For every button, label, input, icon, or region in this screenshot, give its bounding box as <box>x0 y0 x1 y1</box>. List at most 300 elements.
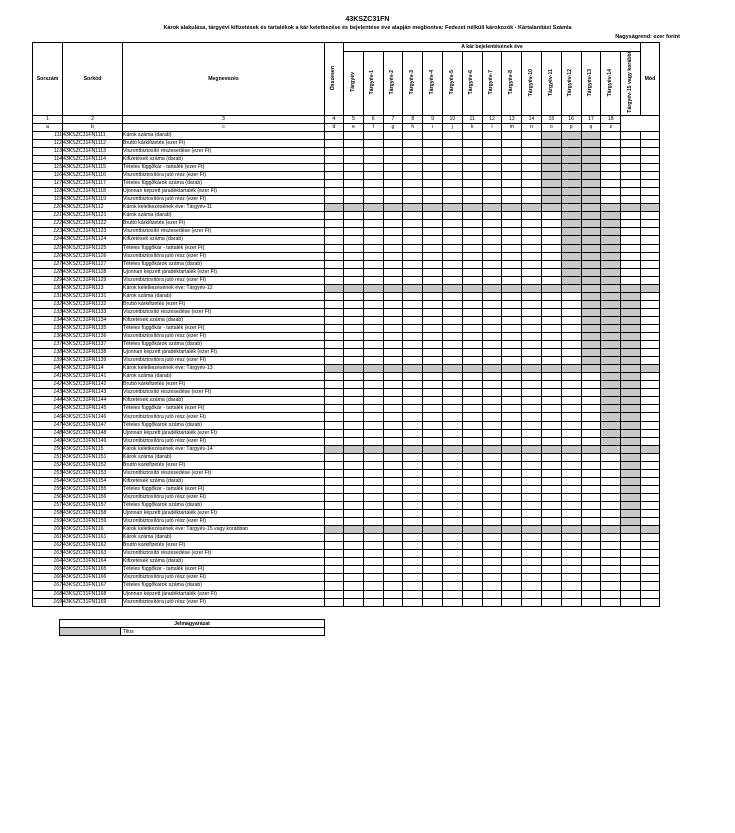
data-cell[interactable] <box>640 493 659 501</box>
data-cell[interactable] <box>344 518 364 526</box>
data-cell[interactable] <box>403 292 423 300</box>
data-cell[interactable] <box>640 510 659 518</box>
data-cell[interactable] <box>482 131 502 139</box>
data-cell[interactable] <box>403 228 423 236</box>
data-cell[interactable] <box>462 276 482 284</box>
data-cell[interactable] <box>403 252 423 260</box>
data-cell[interactable] <box>522 477 542 485</box>
data-cell[interactable] <box>344 220 364 228</box>
data-cell[interactable] <box>621 172 641 180</box>
data-cell[interactable] <box>325 139 344 147</box>
data-cell[interactable] <box>561 590 581 598</box>
data-cell[interactable] <box>344 413 364 421</box>
data-cell[interactable] <box>363 324 383 332</box>
data-cell[interactable] <box>442 220 462 228</box>
data-cell[interactable] <box>482 566 502 574</box>
data-cell[interactable] <box>383 493 403 501</box>
data-cell[interactable] <box>640 566 659 574</box>
data-cell[interactable] <box>344 397 364 405</box>
data-cell[interactable] <box>601 550 621 558</box>
data-cell[interactable] <box>344 316 364 324</box>
data-cell[interactable] <box>581 534 601 542</box>
data-cell[interactable] <box>442 405 462 413</box>
data-cell[interactable] <box>325 598 344 606</box>
data-cell[interactable] <box>423 172 443 180</box>
data-cell[interactable] <box>522 397 542 405</box>
data-cell[interactable] <box>522 373 542 381</box>
data-cell[interactable] <box>561 437 581 445</box>
data-cell[interactable] <box>601 566 621 574</box>
data-cell[interactable] <box>442 316 462 324</box>
data-cell[interactable] <box>403 300 423 308</box>
data-cell[interactable] <box>541 590 561 598</box>
data-cell[interactable] <box>442 188 462 196</box>
data-cell[interactable] <box>462 453 482 461</box>
data-cell[interactable] <box>462 461 482 469</box>
data-cell[interactable] <box>601 518 621 526</box>
data-cell[interactable] <box>363 373 383 381</box>
data-cell[interactable] <box>403 566 423 574</box>
data-cell[interactable] <box>462 429 482 437</box>
data-cell[interactable] <box>640 550 659 558</box>
data-cell[interactable] <box>344 228 364 236</box>
data-cell[interactable] <box>462 502 482 510</box>
data-cell[interactable] <box>601 598 621 606</box>
data-cell[interactable] <box>581 421 601 429</box>
data-cell[interactable] <box>581 373 601 381</box>
data-cell[interactable] <box>581 453 601 461</box>
data-cell[interactable] <box>403 381 423 389</box>
data-cell[interactable] <box>344 373 364 381</box>
data-cell[interactable] <box>442 180 462 188</box>
data-cell[interactable] <box>363 437 383 445</box>
data-cell[interactable] <box>383 357 403 365</box>
data-cell[interactable] <box>601 582 621 590</box>
data-cell[interactable] <box>640 485 659 493</box>
data-cell[interactable] <box>482 429 502 437</box>
data-cell[interactable] <box>541 308 561 316</box>
data-cell[interactable] <box>442 389 462 397</box>
data-cell[interactable] <box>502 373 522 381</box>
data-cell[interactable] <box>344 268 364 276</box>
data-cell[interactable] <box>344 437 364 445</box>
data-cell[interactable] <box>423 268 443 276</box>
data-cell[interactable] <box>344 260 364 268</box>
data-cell[interactable] <box>621 139 641 147</box>
data-cell[interactable] <box>462 228 482 236</box>
data-cell[interactable] <box>502 590 522 598</box>
data-cell[interactable] <box>403 164 423 172</box>
data-cell[interactable] <box>403 558 423 566</box>
data-cell[interactable] <box>383 437 403 445</box>
data-cell[interactable] <box>522 421 542 429</box>
data-cell[interactable] <box>561 566 581 574</box>
data-cell[interactable] <box>363 308 383 316</box>
data-cell[interactable] <box>344 155 364 163</box>
data-cell[interactable] <box>462 598 482 606</box>
data-cell[interactable] <box>541 598 561 606</box>
data-cell[interactable] <box>325 373 344 381</box>
data-cell[interactable] <box>601 188 621 196</box>
data-cell[interactable] <box>325 421 344 429</box>
data-cell[interactable] <box>482 268 502 276</box>
data-cell[interactable] <box>522 308 542 316</box>
data-cell[interactable] <box>601 477 621 485</box>
data-cell[interactable] <box>383 260 403 268</box>
data-cell[interactable] <box>640 389 659 397</box>
data-cell[interactable] <box>363 566 383 574</box>
data-cell[interactable] <box>383 469 403 477</box>
data-cell[interactable] <box>363 268 383 276</box>
data-cell[interactable] <box>640 461 659 469</box>
data-cell[interactable] <box>482 276 502 284</box>
data-cell[interactable] <box>325 582 344 590</box>
data-cell[interactable] <box>581 502 601 510</box>
data-cell[interactable] <box>462 324 482 332</box>
data-cell[interactable] <box>383 574 403 582</box>
data-cell[interactable] <box>325 300 344 308</box>
data-cell[interactable] <box>363 357 383 365</box>
data-cell[interactable] <box>325 590 344 598</box>
data-cell[interactable] <box>423 212 443 220</box>
data-cell[interactable] <box>541 518 561 526</box>
data-cell[interactable] <box>383 413 403 421</box>
data-cell[interactable] <box>522 598 542 606</box>
data-cell[interactable] <box>383 598 403 606</box>
data-cell[interactable] <box>383 582 403 590</box>
data-cell[interactable] <box>344 453 364 461</box>
data-cell[interactable] <box>502 389 522 397</box>
data-cell[interactable] <box>561 300 581 308</box>
data-cell[interactable] <box>541 534 561 542</box>
data-cell[interactable] <box>325 333 344 341</box>
data-cell[interactable] <box>363 172 383 180</box>
data-cell[interactable] <box>363 405 383 413</box>
data-cell[interactable] <box>601 131 621 139</box>
data-cell[interactable] <box>383 389 403 397</box>
data-cell[interactable] <box>462 381 482 389</box>
data-cell[interactable] <box>403 469 423 477</box>
data-cell[interactable] <box>403 260 423 268</box>
data-cell[interactable] <box>601 164 621 172</box>
data-cell[interactable] <box>502 228 522 236</box>
data-cell[interactable] <box>640 534 659 542</box>
data-cell[interactable] <box>363 300 383 308</box>
data-cell[interactable] <box>640 228 659 236</box>
data-cell[interactable] <box>423 276 443 284</box>
data-cell[interactable] <box>403 477 423 485</box>
data-cell[interactable] <box>482 260 502 268</box>
data-cell[interactable] <box>325 172 344 180</box>
data-cell[interactable] <box>325 212 344 220</box>
data-cell[interactable] <box>423 188 443 196</box>
data-cell[interactable] <box>403 236 423 244</box>
data-cell[interactable] <box>502 421 522 429</box>
data-cell[interactable] <box>561 598 581 606</box>
data-cell[interactable] <box>344 405 364 413</box>
data-cell[interactable] <box>325 518 344 526</box>
data-cell[interactable] <box>383 188 403 196</box>
data-cell[interactable] <box>482 469 502 477</box>
data-cell[interactable] <box>482 574 502 582</box>
data-cell[interactable] <box>344 357 364 365</box>
data-cell[interactable] <box>442 550 462 558</box>
data-cell[interactable] <box>442 300 462 308</box>
data-cell[interactable] <box>601 180 621 188</box>
data-cell[interactable] <box>442 477 462 485</box>
data-cell[interactable] <box>462 477 482 485</box>
data-cell[interactable] <box>423 228 443 236</box>
data-cell[interactable] <box>561 324 581 332</box>
data-cell[interactable] <box>522 196 542 204</box>
data-cell[interactable] <box>462 155 482 163</box>
data-cell[interactable] <box>522 212 542 220</box>
data-cell[interactable] <box>325 236 344 244</box>
data-cell[interactable] <box>423 493 443 501</box>
data-cell[interactable] <box>462 172 482 180</box>
data-cell[interactable] <box>502 381 522 389</box>
data-cell[interactable] <box>482 147 502 155</box>
data-cell[interactable] <box>363 180 383 188</box>
data-cell[interactable] <box>621 574 641 582</box>
data-cell[interactable] <box>561 493 581 501</box>
data-cell[interactable] <box>403 510 423 518</box>
data-cell[interactable] <box>462 405 482 413</box>
data-cell[interactable] <box>344 236 364 244</box>
data-cell[interactable] <box>403 598 423 606</box>
data-cell[interactable] <box>325 566 344 574</box>
data-cell[interactable] <box>502 292 522 300</box>
data-cell[interactable] <box>640 357 659 365</box>
data-cell[interactable] <box>344 566 364 574</box>
data-cell[interactable] <box>522 550 542 558</box>
data-cell[interactable] <box>442 558 462 566</box>
data-cell[interactable] <box>640 220 659 228</box>
data-cell[interactable] <box>403 429 423 437</box>
data-cell[interactable] <box>482 485 502 493</box>
data-cell[interactable] <box>403 518 423 526</box>
data-cell[interactable] <box>482 164 502 172</box>
data-cell[interactable] <box>442 566 462 574</box>
data-cell[interactable] <box>462 510 482 518</box>
data-cell[interactable] <box>541 236 561 244</box>
data-cell[interactable] <box>344 582 364 590</box>
data-cell[interactable] <box>344 477 364 485</box>
data-cell[interactable] <box>541 316 561 324</box>
data-cell[interactable] <box>325 180 344 188</box>
data-cell[interactable] <box>462 558 482 566</box>
data-cell[interactable] <box>383 300 403 308</box>
data-cell[interactable] <box>442 381 462 389</box>
data-cell[interactable] <box>541 244 561 252</box>
data-cell[interactable] <box>621 260 641 268</box>
data-cell[interactable] <box>522 341 542 349</box>
data-cell[interactable] <box>482 558 502 566</box>
data-cell[interactable] <box>541 574 561 582</box>
data-cell[interactable] <box>581 397 601 405</box>
data-cell[interactable] <box>423 590 443 598</box>
data-cell[interactable] <box>423 357 443 365</box>
data-cell[interactable] <box>442 357 462 365</box>
data-cell[interactable] <box>403 590 423 598</box>
data-cell[interactable] <box>541 212 561 220</box>
data-cell[interactable] <box>621 244 641 252</box>
data-cell[interactable] <box>442 373 462 381</box>
data-cell[interactable] <box>423 252 443 260</box>
data-cell[interactable] <box>363 260 383 268</box>
data-cell[interactable] <box>482 518 502 526</box>
data-cell[interactable] <box>640 421 659 429</box>
data-cell[interactable] <box>363 139 383 147</box>
data-cell[interactable] <box>522 300 542 308</box>
data-cell[interactable] <box>403 172 423 180</box>
data-cell[interactable] <box>423 413 443 421</box>
data-cell[interactable] <box>462 566 482 574</box>
data-cell[interactable] <box>363 590 383 598</box>
data-cell[interactable] <box>621 268 641 276</box>
data-cell[interactable] <box>462 413 482 421</box>
data-cell[interactable] <box>383 308 403 316</box>
data-cell[interactable] <box>403 268 423 276</box>
data-cell[interactable] <box>403 220 423 228</box>
data-cell[interactable] <box>640 300 659 308</box>
data-cell[interactable] <box>442 276 462 284</box>
data-cell[interactable] <box>482 389 502 397</box>
data-cell[interactable] <box>462 582 482 590</box>
data-cell[interactable] <box>462 341 482 349</box>
data-cell[interactable] <box>640 260 659 268</box>
data-cell[interactable] <box>502 574 522 582</box>
data-cell[interactable] <box>561 389 581 397</box>
data-cell[interactable] <box>502 510 522 518</box>
data-cell[interactable] <box>423 469 443 477</box>
data-cell[interactable] <box>344 542 364 550</box>
data-cell[interactable] <box>423 534 443 542</box>
data-cell[interactable] <box>423 349 443 357</box>
data-cell[interactable] <box>502 493 522 501</box>
data-cell[interactable] <box>403 453 423 461</box>
data-cell[interactable] <box>462 357 482 365</box>
data-cell[interactable] <box>383 477 403 485</box>
data-cell[interactable] <box>442 421 462 429</box>
data-cell[interactable] <box>383 139 403 147</box>
data-cell[interactable] <box>344 139 364 147</box>
data-cell[interactable] <box>462 220 482 228</box>
data-cell[interactable] <box>344 341 364 349</box>
data-cell[interactable] <box>344 574 364 582</box>
data-cell[interactable] <box>383 180 403 188</box>
data-cell[interactable] <box>640 373 659 381</box>
data-cell[interactable] <box>522 558 542 566</box>
data-cell[interactable] <box>640 405 659 413</box>
data-cell[interactable] <box>541 220 561 228</box>
data-cell[interactable] <box>442 139 462 147</box>
data-cell[interactable] <box>541 485 561 493</box>
data-cell[interactable] <box>482 324 502 332</box>
data-cell[interactable] <box>403 397 423 405</box>
data-cell[interactable] <box>561 349 581 357</box>
data-cell[interactable] <box>522 469 542 477</box>
data-cell[interactable] <box>502 469 522 477</box>
data-cell[interactable] <box>423 502 443 510</box>
data-cell[interactable] <box>325 429 344 437</box>
data-cell[interactable] <box>640 477 659 485</box>
data-cell[interactable] <box>640 333 659 341</box>
data-cell[interactable] <box>363 131 383 139</box>
data-cell[interactable] <box>482 316 502 324</box>
data-cell[interactable] <box>383 373 403 381</box>
data-cell[interactable] <box>502 188 522 196</box>
data-cell[interactable] <box>363 550 383 558</box>
data-cell[interactable] <box>325 316 344 324</box>
data-cell[interactable] <box>522 172 542 180</box>
data-cell[interactable] <box>403 333 423 341</box>
data-cell[interactable] <box>363 316 383 324</box>
data-cell[interactable] <box>581 437 601 445</box>
data-cell[interactable] <box>442 324 462 332</box>
data-cell[interactable] <box>462 333 482 341</box>
data-cell[interactable] <box>344 381 364 389</box>
data-cell[interactable] <box>502 131 522 139</box>
data-cell[interactable] <box>640 582 659 590</box>
data-cell[interactable] <box>541 341 561 349</box>
data-cell[interactable] <box>502 485 522 493</box>
data-cell[interactable] <box>325 196 344 204</box>
data-cell[interactable] <box>423 421 443 429</box>
data-cell[interactable] <box>403 502 423 510</box>
data-cell[interactable] <box>561 542 581 550</box>
data-cell[interactable] <box>621 228 641 236</box>
data-cell[interactable] <box>344 244 364 252</box>
data-cell[interactable] <box>462 493 482 501</box>
data-cell[interactable] <box>502 413 522 421</box>
data-cell[interactable] <box>541 349 561 357</box>
data-cell[interactable] <box>541 550 561 558</box>
data-cell[interactable] <box>482 493 502 501</box>
data-cell[interactable] <box>502 324 522 332</box>
data-cell[interactable] <box>383 276 403 284</box>
data-cell[interactable] <box>561 550 581 558</box>
data-cell[interactable] <box>403 357 423 365</box>
data-cell[interactable] <box>462 550 482 558</box>
data-cell[interactable] <box>403 316 423 324</box>
data-cell[interactable] <box>462 308 482 316</box>
data-cell[interactable] <box>403 341 423 349</box>
data-cell[interactable] <box>442 582 462 590</box>
data-cell[interactable] <box>442 292 462 300</box>
data-cell[interactable] <box>325 502 344 510</box>
data-cell[interactable] <box>640 502 659 510</box>
data-cell[interactable] <box>621 196 641 204</box>
data-cell[interactable] <box>344 300 364 308</box>
data-cell[interactable] <box>363 196 383 204</box>
data-cell[interactable] <box>383 453 403 461</box>
data-cell[interactable] <box>541 502 561 510</box>
data-cell[interactable] <box>482 300 502 308</box>
data-cell[interactable] <box>363 155 383 163</box>
data-cell[interactable] <box>403 196 423 204</box>
data-cell[interactable] <box>344 485 364 493</box>
data-cell[interactable] <box>423 598 443 606</box>
data-cell[interactable] <box>363 212 383 220</box>
data-cell[interactable] <box>383 502 403 510</box>
data-cell[interactable] <box>502 172 522 180</box>
data-cell[interactable] <box>423 381 443 389</box>
data-cell[interactable] <box>502 316 522 324</box>
data-cell[interactable] <box>383 341 403 349</box>
data-cell[interactable] <box>344 558 364 566</box>
data-cell[interactable] <box>640 252 659 260</box>
